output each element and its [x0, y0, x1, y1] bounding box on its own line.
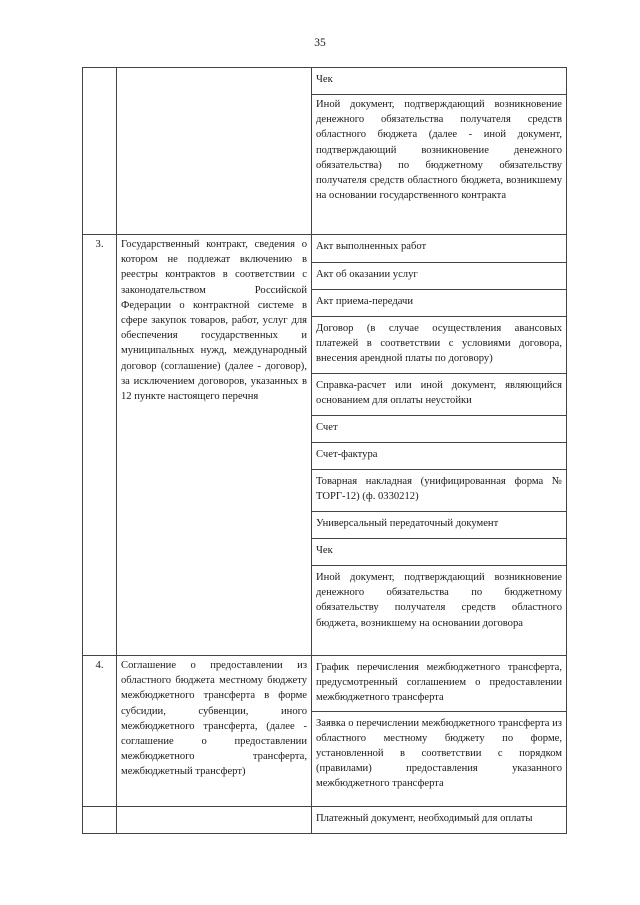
- document-cell: Чек: [312, 539, 567, 566]
- document-cell: Универсальный передаточный документ: [312, 512, 567, 539]
- document-cell: Справка-расчет или иной документ, являющийся основанием для оплаты неустойки: [312, 374, 567, 416]
- table-row: [83, 68, 567, 95]
- item-basis-cell: [117, 806, 312, 833]
- table-row: [83, 806, 567, 833]
- document-cell: Иной документ, подтверждающий возникновение денежного обязательства получателя средств областного бюджета (далее - иной документ, подтверждающий возникновение денежного обязательства) по бюджетному обязательству получателя средств областного бюджета, возникшему на основании государственного контракта: [312, 95, 567, 235]
- item-number-cell: [83, 806, 117, 833]
- item-number: 4.: [83, 656, 117, 807]
- table-row: [83, 656, 567, 712]
- document-cell: Чек: [312, 68, 567, 95]
- document-cell: График перечисления межбюджетного трансферта, предусмотренный соглашением о предоставлении межбюджетного трансферта: [312, 656, 567, 712]
- table-row: [83, 235, 567, 263]
- documents-table: [82, 67, 567, 834]
- document-cell: Договор (в случае осуществления авансовых платежей в соответствии с условиями договора, внесения арендной платы по договору): [312, 317, 567, 374]
- document-cell: Акт об оказании услуг: [312, 263, 567, 290]
- page-number: 35: [314, 37, 326, 49]
- document-cell: Акт приема-передачи: [312, 290, 567, 317]
- document-cell: Заявка о перечислении межбюджетного трансферта из областного местному бюджету по форме, установленной в соответствии с порядком (правилами) предоставления указанного межбюджетного трансферта: [312, 711, 567, 806]
- document-cell: Счет: [312, 416, 567, 443]
- item-number: 3.: [83, 235, 117, 656]
- item-basis-cell: [117, 68, 312, 235]
- item-basis-text: Соглашение о предоставлении из областного бюджета местному бюджету межбюджетного трансферта в форме субсидии, субвенции, иного межбюджетного трансферта, (далее - соглашение о предоставлении межбюджетного трансферта, межбюджетный трансферт): [117, 656, 312, 807]
- document-cell: Иной документ, подтверждающий возникновение денежного обязательства по бюджетному обязательству получателя средств областного бюджета, возникшему на основании договора: [312, 566, 567, 656]
- document-cell: Платежный документ, необходимый для оплаты: [312, 806, 567, 833]
- document-cell: Счет-фактура: [312, 443, 567, 470]
- item-basis-text: Государственный контракт, сведения о котором не подлежат включению в реестры контрактов в соответствии с законодательством Российской Федерации о контрактной системе в сфере закупок товаров, работ, услуг для обеспечения государственных и муниципальных нужд, международный договор (соглашение) (далее - договор), за исключением договоров, указанных в 12 пункте настоящего перечня: [117, 235, 312, 656]
- document-cell: Акт выполненных работ: [312, 235, 567, 263]
- document-cell: Товарная накладная (унифицированная форма № ТОРГ-12) (ф. 0330212): [312, 470, 567, 512]
- item-number-cell: [83, 68, 117, 235]
